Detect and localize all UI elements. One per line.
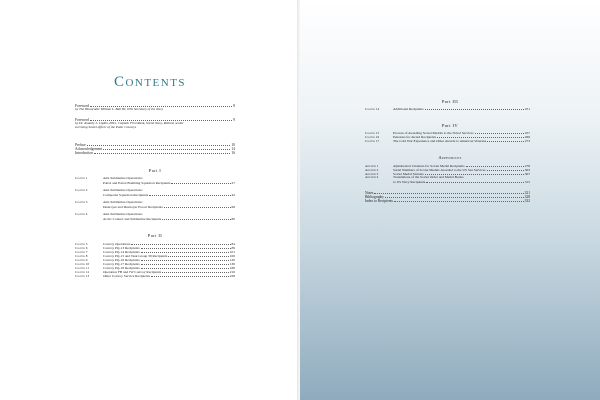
toc-appendix-4-sub[interactable]: to US Navy Recipients 315 [393, 179, 530, 184]
toc-entry-acknowledgement[interactable]: Acknowledgement 14 [75, 146, 235, 151]
toc-chapter-2-sub[interactable]: Composite Squadron Recipients 42 [103, 192, 235, 197]
toc-entry-notes[interactable]: Notes 321 [365, 190, 530, 195]
toc-appendix-4[interactable]: Appendix 4 Translations of the Soviet Order and Medal Books [365, 175, 464, 179]
toc-entry-bibliography[interactable]: Bibliography 328 [365, 194, 530, 199]
part-4-heading: Part IV [441, 123, 459, 128]
toc-entry-foreword-2[interactable]: Foreword 9 [75, 117, 235, 122]
toc-entry-introduction[interactable]: Introduction 16 [75, 150, 235, 155]
foreword-1-note: by The Honorable William L. Ball III, 67th Secretary of the Navy [75, 107, 164, 111]
part-2-heading: Part II [147, 233, 163, 238]
toc-chapter-4-sub[interactable]: Arctic Contact and Submarine Recipients 80 [103, 216, 235, 221]
toc-chapter-1[interactable]: Chapter 1 Anti-Submarine Operations: [75, 176, 143, 180]
toc-chapter-3[interactable]: Chapter 3 Anti-Submarine Operations: [75, 200, 143, 204]
foreword-2-note-line-1: by Dr. Anatoly L. Lipkin, PhD., Captain First Rank, Soviet Navy, Retired, senior [75, 121, 184, 125]
toc-chapter-13[interactable]: Chapter 13 Other Convoy Service Recipients 228 [75, 273, 235, 278]
toc-chapter-10[interactable]: Chapter 10 Convoy PQ-17 Recipients 130 [75, 261, 235, 266]
toc-appendix-1[interactable]: Appendix 1 Alphabetical Citations for Soviet Medal Recipients 278 [365, 163, 530, 168]
toc-appendix-2[interactable]: Appendix 2 Serial Numbers of Soviet Medals Awarded to the US Sea Services 303 [365, 167, 530, 172]
toc-entry-index[interactable]: Index to Recipients 332 [365, 198, 530, 203]
toc-chapter-11[interactable]: Chapter 11 Convoy PQ-18 Recipients 186 [75, 265, 235, 270]
toc-entry-preface[interactable]: Preface 10 [75, 142, 235, 147]
toc-chapter-12[interactable]: Chapter 12 Operation FB and JW Convoy Recipients 216 [75, 269, 235, 274]
toc-chapter-5[interactable]: Chapter 5 Convoy Operations 84 [75, 241, 235, 246]
toc-chapter-2[interactable]: Chapter 2 Anti-Submarine Operations: [75, 188, 143, 192]
toc-chapter-8[interactable]: Chapter 8 Convoy PQ-15 and Task Group 39 Recipients 106 [75, 253, 235, 258]
toc-chapter-16[interactable]: Chapter 16 Pensions for Award Recipients 269 [365, 134, 530, 139]
toc-chapter-6[interactable]: Chapter 6 Convoy PQ-13 Recipients 89 [75, 245, 235, 250]
toc-chapter-14[interactable]: Chapter 14 Additional Recipients 251 [365, 106, 530, 111]
toc-chapter-15[interactable]: Chapter 15 Process of Awarding Soviet Medals to the Naval Services 257 [365, 130, 530, 135]
right-page [300, 0, 600, 400]
part-3-heading: Part III [441, 99, 459, 104]
toc-entry-foreword-1[interactable]: Foreword 8 [75, 103, 235, 108]
toc-chapter-1-sub[interactable]: Patrol and Patrol Bombing Squadron Recipients 27 [103, 180, 235, 185]
appendices-heading: Appendices [438, 155, 462, 160]
toc-appendix-3[interactable]: Appendix 3 Soviet Medal Statutes 307 [365, 171, 530, 176]
toc-chapter-7[interactable]: Chapter 7 Convoy PQ-14 Recipients 101 [75, 249, 235, 254]
toc-chapter-9[interactable]: Chapter 9 Convoy PQ-16 Recipients 120 [75, 257, 235, 262]
toc-chapter-17[interactable]: Chapter 17 The Cold War Experience and Other Awards to American Veterans 273 [365, 138, 530, 143]
toc-chapter-3-sub[interactable]: Destroyer and Destroyer Escort Recipients 66 [103, 204, 235, 209]
part-1-heading: Part I [148, 168, 162, 173]
foreword-2-note-line-2: surviving Soviet officer of the Polar Convoys [75, 125, 137, 129]
toc-chapter-4[interactable]: Chapter 4 Anti-Submarine Operations: [75, 212, 143, 216]
contents-title: Contents [113, 74, 187, 90]
